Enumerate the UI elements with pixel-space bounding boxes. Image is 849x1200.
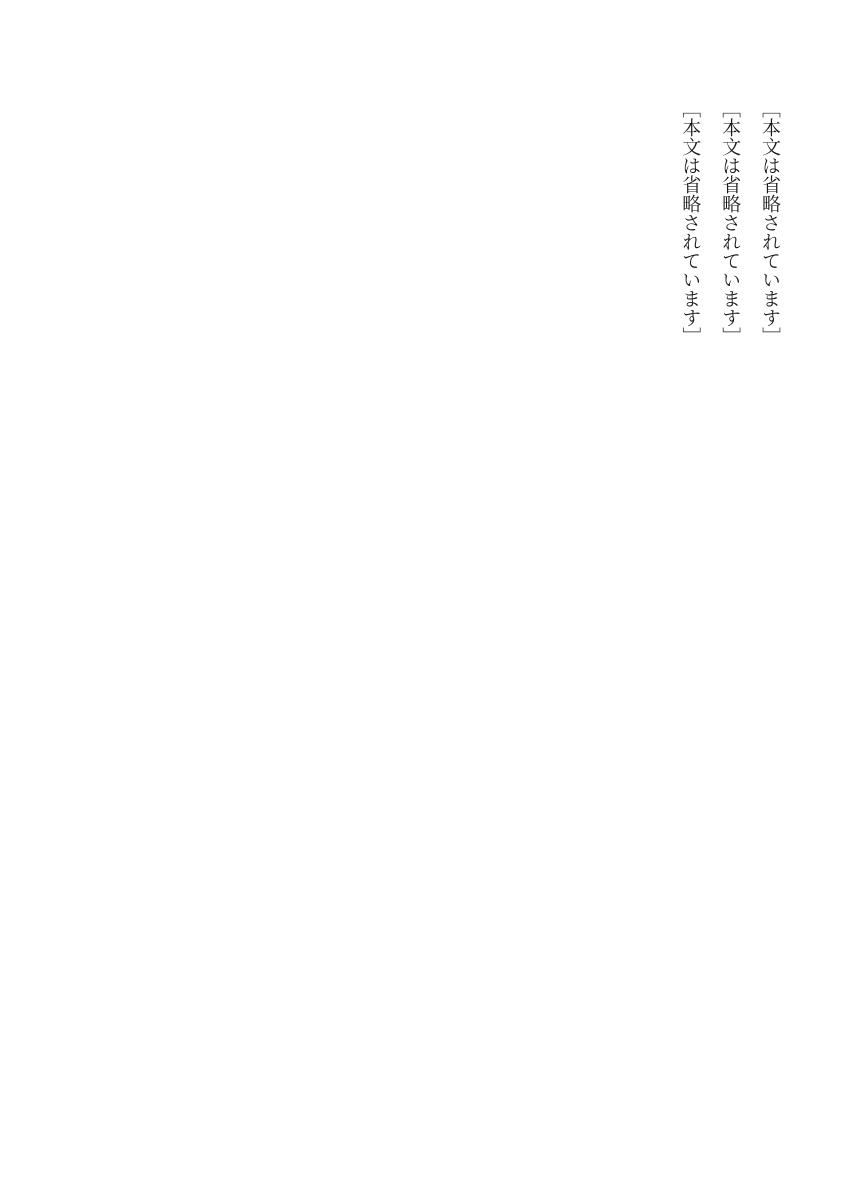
paragraph: ［本文は省略されています］ [679,99,701,346]
paragraph: ［本文は省略されています］ [759,99,780,346]
paragraph: ［本文は省略されています］ [719,99,741,346]
